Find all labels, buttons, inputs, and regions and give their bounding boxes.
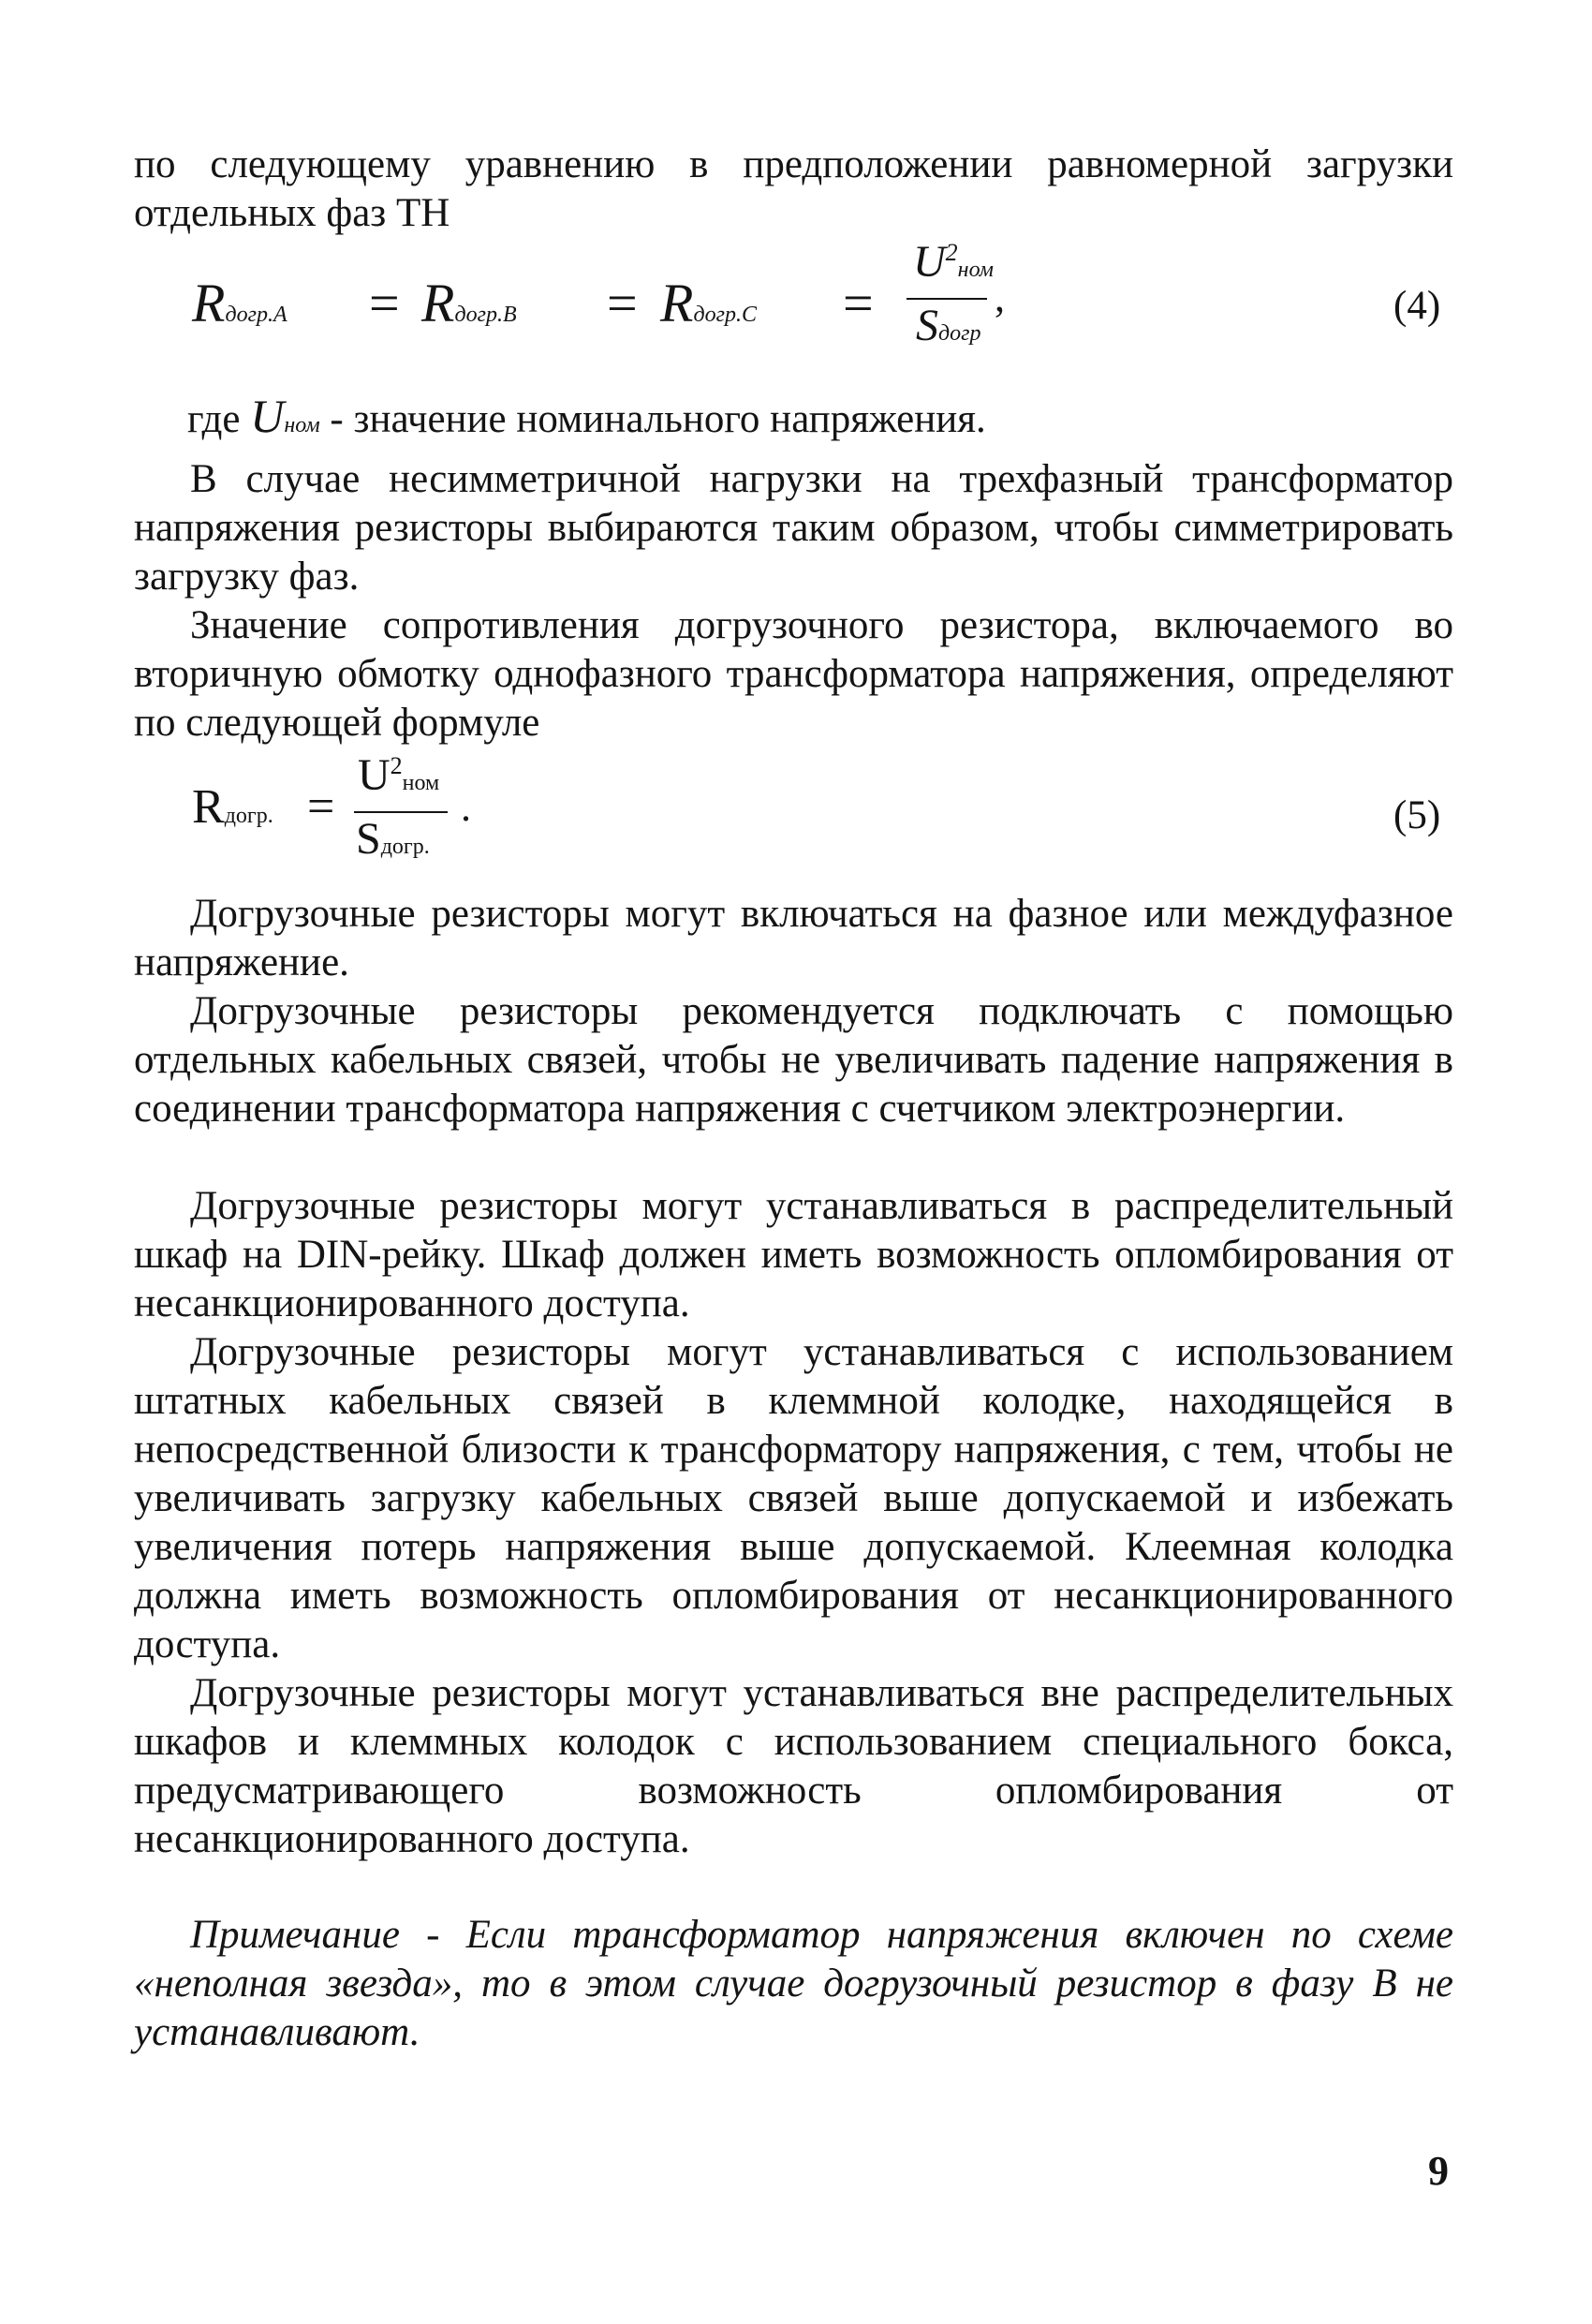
paragraph: Значение сопротивления догрузочного резистора, включаемого во вторичную обмотку однофазного трансформатора напряжения, определяют по следующей формуле [134, 603, 1453, 745]
eq4-r-a: Rдогр.A [192, 273, 287, 333]
page-number: 9 [1428, 2148, 1449, 2194]
paragraph: Догрузочные резисторы рекомендуется подключать с помощью отдельных кабельных связей, чтобы не увеличивать падение напряжения в соединении трансформатора напряжения с счетчиком электроэнергии. [134, 989, 1453, 1131]
eq5-equals: = [307, 780, 335, 834]
equation-number: (4) [1393, 284, 1441, 328]
eq4-r-c: Rдогр.C [660, 273, 757, 333]
paragraph: Догрузочные резисторы могут устанавливаться вне распределительных шкафов и клеммных колодок с использованием специального бокса, предусматривающего возможность опломбирования от несанкционированного доступа. [134, 1671, 1453, 1861]
eq5-denominator: Sдогр. [356, 814, 430, 864]
eq4-equals: = [607, 273, 638, 333]
paragraph: В случае несимметричной нагрузки на трехфазный трансформатор напряжения резисторы выбираются таким образом, чтобы симметрировать загрузку фаз. [134, 457, 1453, 599]
paragraph: Догрузочные резисторы могут устанавливаться в распределительный шкаф на DIN-рейку. Шкаф должен иметь возможность опломбирования от несанкционированного доступа. [134, 1184, 1453, 1325]
eq4-r-b: Rдогр.B [421, 273, 517, 333]
eq4-comma: , [995, 274, 1005, 320]
eq4-numerator: $U^2ном$ [913, 237, 994, 287]
eq5-period: . [461, 784, 471, 830]
paragraph-line: отдельных фаз ТН [134, 191, 450, 235]
paragraph: Догрузочные резисторы могут устанавливаться с использованием штатных кабельных связей в клеммной колодке, находящейся в непосредственной близости к трансформатору напряжения, с тем, чтобы не увеличивать загрузку кабельных связей выше допускаемой и избежать увеличения потерь напряжения выше допускаемой. Клеемная колодка должна иметь возможность опломбирования от несанкционированного доступа. [134, 1330, 1453, 1666]
paragraph: Догрузочные резисторы могут включаться на фазное или междуфазное напряжение. [134, 892, 1453, 984]
eq5-r: Rдогр. [192, 780, 273, 834]
where-clause: где Uном - значение номинального напряжения. [187, 390, 986, 442]
note: Примечание - Если трансформатор напряжения включен по схеме «неполная звезда», то в этом случае догрузочный резистор в фазу В не устанавливают. [134, 1913, 1453, 2054]
eq4-equals: = [369, 273, 400, 333]
paragraph-line: по следующему уравнению в предположении равномерной загрузки [134, 142, 1453, 186]
eq4-equals: = [843, 273, 874, 333]
equation-number: (5) [1393, 793, 1441, 837]
eq4-denominator: Sдогр [916, 301, 981, 350]
eq5-numerator: $U^2ном$ [358, 750, 440, 800]
